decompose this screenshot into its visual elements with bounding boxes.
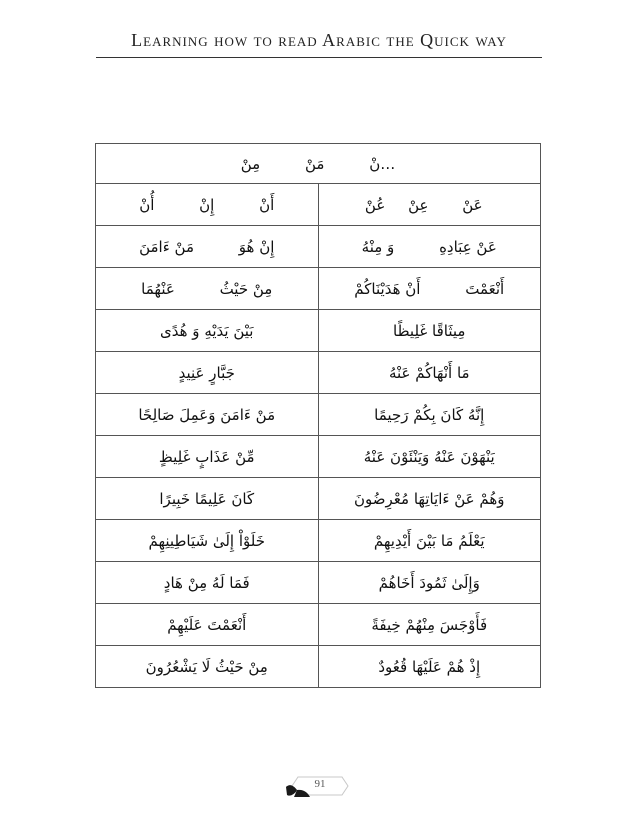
table-cell-right: أَنْعَمْتَ عَلَيْهِمْ xyxy=(96,604,319,646)
table-cell-right xyxy=(96,184,319,226)
table-row xyxy=(96,310,541,352)
table-cell-left: وَهُمْ عَنْ ءَايَاتِهَا مُعْرِضُونَ xyxy=(318,478,541,520)
table-cell-right: كَانَ عَلِيمًا خَبِيرًا xyxy=(96,478,319,520)
table-cell-right: مَنْ ءَامَنَ وَعَمِلَ صَالِحًا xyxy=(96,394,319,436)
page-header-title: Learning how to read Arabic the Quick way xyxy=(131,30,507,50)
table-cell-left xyxy=(318,268,541,310)
arabic-word: عَنْهُمَا xyxy=(141,279,175,298)
arabic-word: عُنْ xyxy=(364,195,386,214)
table-cell-right: جَبَّارٍ عَنِيدٍ xyxy=(96,352,319,394)
table-row xyxy=(96,562,541,604)
table-row xyxy=(96,352,541,394)
table-row xyxy=(96,604,541,646)
table-cell-left: إِذْ هُمْ عَلَيْهَا قُعُودٌ xyxy=(318,646,541,688)
arabic-word: مَنْ ءَامَنَ xyxy=(139,237,194,256)
table-cell-left: وَإِلَىٰ ثَمُودَ أَخَاهُمْ xyxy=(318,562,541,604)
table-cell-left: يَعْلَمُ مَا بَيْنَ أَيْدِيهِمْ xyxy=(318,520,541,562)
arabic-word: مِنْ xyxy=(240,154,261,173)
table-cell-right: مِنْ حَيْثُ لَا يَشْعُرُونَ xyxy=(96,646,319,688)
arabic-word: أَنْ هَدَيْنَاكُمْ xyxy=(354,279,421,298)
page-number: 91 xyxy=(314,778,326,790)
table-row xyxy=(96,184,541,226)
header-divider xyxy=(96,57,542,58)
arabic-word: أُنْ xyxy=(139,195,155,214)
table-cell-left xyxy=(318,184,541,226)
arabic-word: عَنْ عِبَادِهِ xyxy=(439,237,497,256)
arabic-word: وَ مِنْهُ xyxy=(361,237,395,256)
table-cell-left: يَنْهَوْنَ عَنْهُ وَيَنْئَوْنَ عَنْهُ xyxy=(318,436,541,478)
table-cell-left: إِنَّهُ كَانَ بِكُمْ رَحِيمًا xyxy=(318,394,541,436)
table-cell-right: خَلَوْاْ إِلَىٰ شَيَاطِينِهِمْ xyxy=(96,520,319,562)
reading-exercise-table xyxy=(95,143,541,688)
arabic-word: إِنْ هُوَ xyxy=(238,237,275,256)
table-row xyxy=(96,144,541,184)
arabic-word: أَنْعَمْتَ xyxy=(465,279,505,298)
table-cell-left xyxy=(318,226,541,268)
table-row xyxy=(96,268,541,310)
table-row xyxy=(96,226,541,268)
table-cell-right xyxy=(96,226,319,268)
table-row xyxy=(96,436,541,478)
table-cell xyxy=(96,144,541,184)
table-cell-right: مِّنْ عَذَابٍ غَلِيظٍ xyxy=(96,436,319,478)
table-cell-left: مَا أَنْهَاكُمْ عَنْهُ xyxy=(318,352,541,394)
table-cell-right xyxy=(96,268,319,310)
arabic-word: مِنْ حَيْثُ xyxy=(219,279,273,298)
table-cell-left: فَأَوْجَسَ مِنْهُمْ خِيفَةً xyxy=(318,604,541,646)
page-number-ornament xyxy=(284,773,356,799)
table-row xyxy=(96,478,541,520)
table-row xyxy=(96,646,541,688)
table-cell-right: فَمَا لَهُ مِنْ هَادٍ xyxy=(96,562,319,604)
table-row xyxy=(96,394,541,436)
arabic-word: إِنْ xyxy=(199,195,215,214)
arabic-word: عِنْ xyxy=(408,195,429,214)
table-cell-left: مِيثَاقًا غَلِيظًا xyxy=(318,310,541,352)
arabic-word: عَنْ xyxy=(462,195,483,214)
arabic-word: أَنْ xyxy=(259,195,275,214)
arabic-word: …نْ xyxy=(369,154,396,173)
arabic-word: مَنْ xyxy=(304,154,325,173)
table-cell-right: بَيْنَ يَدَيْهِ وَ هُدًى xyxy=(96,310,319,352)
table-row xyxy=(96,520,541,562)
